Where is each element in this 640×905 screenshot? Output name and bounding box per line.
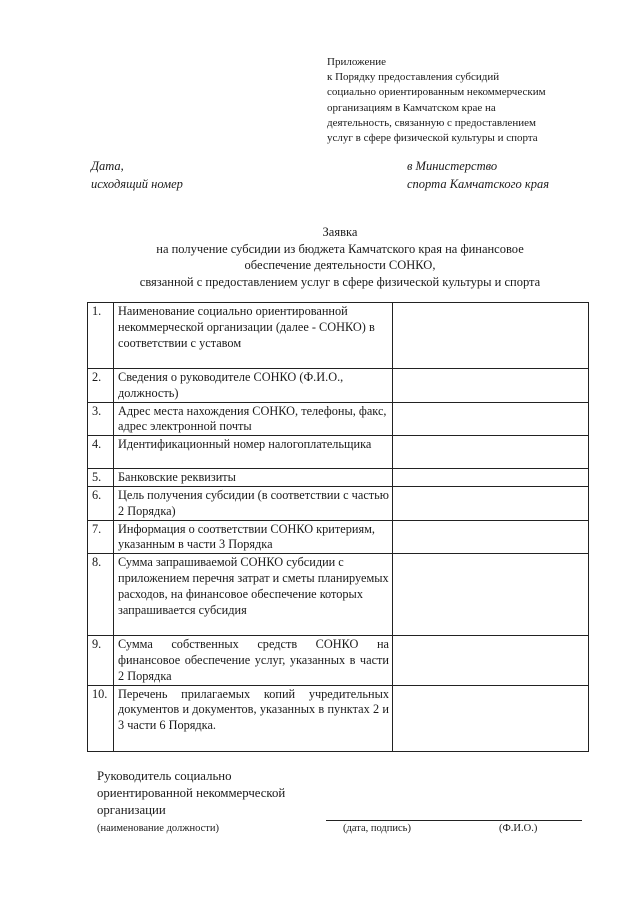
- table-row: [88, 636, 589, 685]
- row-description: Сумма запрашиваемой СОНКО субсидии с приложением перечня затрат и сметы планируемых расходов, на финансовое обеспечение которых запрашивается субсидия: [114, 554, 393, 636]
- table-row: [88, 303, 589, 369]
- row-number: 6.: [88, 486, 114, 520]
- appendix-line: организациям в Камчатском крае на: [327, 101, 496, 114]
- title-line: Заявка: [322, 225, 358, 239]
- row-value-cell[interactable]: [393, 436, 589, 469]
- outgoing-number-label: исходящий номер: [91, 177, 183, 191]
- appendix-line: социально ориентированным некоммерческим: [327, 86, 546, 99]
- row-description: Банковские реквизиты: [114, 469, 393, 487]
- application-table: [87, 302, 589, 752]
- row-value-cell[interactable]: [393, 303, 589, 369]
- date-sign-caption: (дата, подпись): [343, 823, 411, 834]
- recipient-block: [407, 157, 607, 193]
- row-value-cell[interactable]: [393, 685, 589, 751]
- row-description: Адрес места нахождения СОНКО, телефоны, факс, адрес электронной почты: [114, 402, 393, 436]
- appendix-line: деятельность, связанную с предоставлением: [327, 116, 536, 129]
- row-number: 7.: [88, 520, 114, 554]
- fio-caption: (Ф.И.О.): [499, 823, 538, 834]
- appendix-line: Приложение: [327, 56, 387, 68]
- table-row: [88, 554, 589, 636]
- row-value-cell[interactable]: [393, 636, 589, 685]
- row-number: 9.: [88, 636, 114, 685]
- appendix-line: услуг в сфере физической культуры и спорта: [327, 132, 538, 145]
- row-value-cell[interactable]: [393, 486, 589, 520]
- row-value-cell[interactable]: [393, 402, 589, 436]
- signature-underline: [326, 820, 582, 821]
- row-description: Информация о соответствии СОНКО критериям, указанным в части 3 Порядка: [114, 520, 393, 554]
- appendix-line: к Порядку предоставления субсидий: [327, 71, 500, 84]
- table-row: [88, 436, 589, 469]
- row-value-cell[interactable]: [393, 520, 589, 554]
- row-description: Сумма собственных средств СОНКО на финансовое обеспечение услуг, указанных в части 2 Порядка: [114, 636, 393, 685]
- row-number: 1.: [88, 303, 114, 369]
- row-description: Цель получения субсидии (в соответствии с частью 2 Порядка): [114, 486, 393, 520]
- date-block: [91, 157, 183, 193]
- signature-line: Руководитель социально: [97, 769, 232, 783]
- signature-line: ориентированной некоммерческой: [97, 786, 286, 800]
- table-row: [88, 369, 589, 403]
- row-value-cell[interactable]: [393, 554, 589, 636]
- row-number: 4.: [88, 436, 114, 469]
- row-description: Наименование социально ориентированной некоммерческой организации (далее - СОНКО) в соответствии с уставом: [114, 303, 393, 369]
- row-value-cell[interactable]: [393, 369, 589, 403]
- table-row: [88, 402, 589, 436]
- position-caption: (наименование должности): [97, 823, 220, 834]
- table-row: [88, 685, 589, 751]
- signature-line: организации: [97, 803, 166, 817]
- row-number: 2.: [88, 369, 114, 403]
- recipient-line: в Министерство: [407, 159, 498, 173]
- recipient-line: спорта Камчатского края: [407, 177, 550, 191]
- table-row: [88, 469, 589, 487]
- title-line: на получение субсидии из бюджета Камчатского края на финансовое: [156, 241, 524, 256]
- row-number: 3.: [88, 402, 114, 436]
- row-value-cell[interactable]: [393, 469, 589, 487]
- document-title: [60, 224, 620, 290]
- row-number: 8.: [88, 554, 114, 636]
- row-description: Сведения о руководителе СОНКО (Ф.И.О., должность): [114, 369, 393, 403]
- signature-block: [97, 768, 285, 819]
- date-label: Дата,: [91, 159, 124, 173]
- appendix-block: [327, 55, 546, 146]
- title-line: обеспечение деятельности СОНКО,: [244, 258, 436, 272]
- row-description: Перечень прилагаемых копий учредительных документов и документов, указанных в пунктах 2 и 3 части 6 Порядка.: [114, 685, 393, 751]
- title-line: связанной с предоставлением услуг в сфере физической культуры и спорта: [139, 274, 541, 289]
- row-number: 10.: [88, 685, 114, 751]
- table-row: [88, 520, 589, 554]
- row-number: 5.: [88, 469, 114, 487]
- row-description: Идентификационный номер налогоплательщика: [114, 436, 393, 469]
- table-row: [88, 486, 589, 520]
